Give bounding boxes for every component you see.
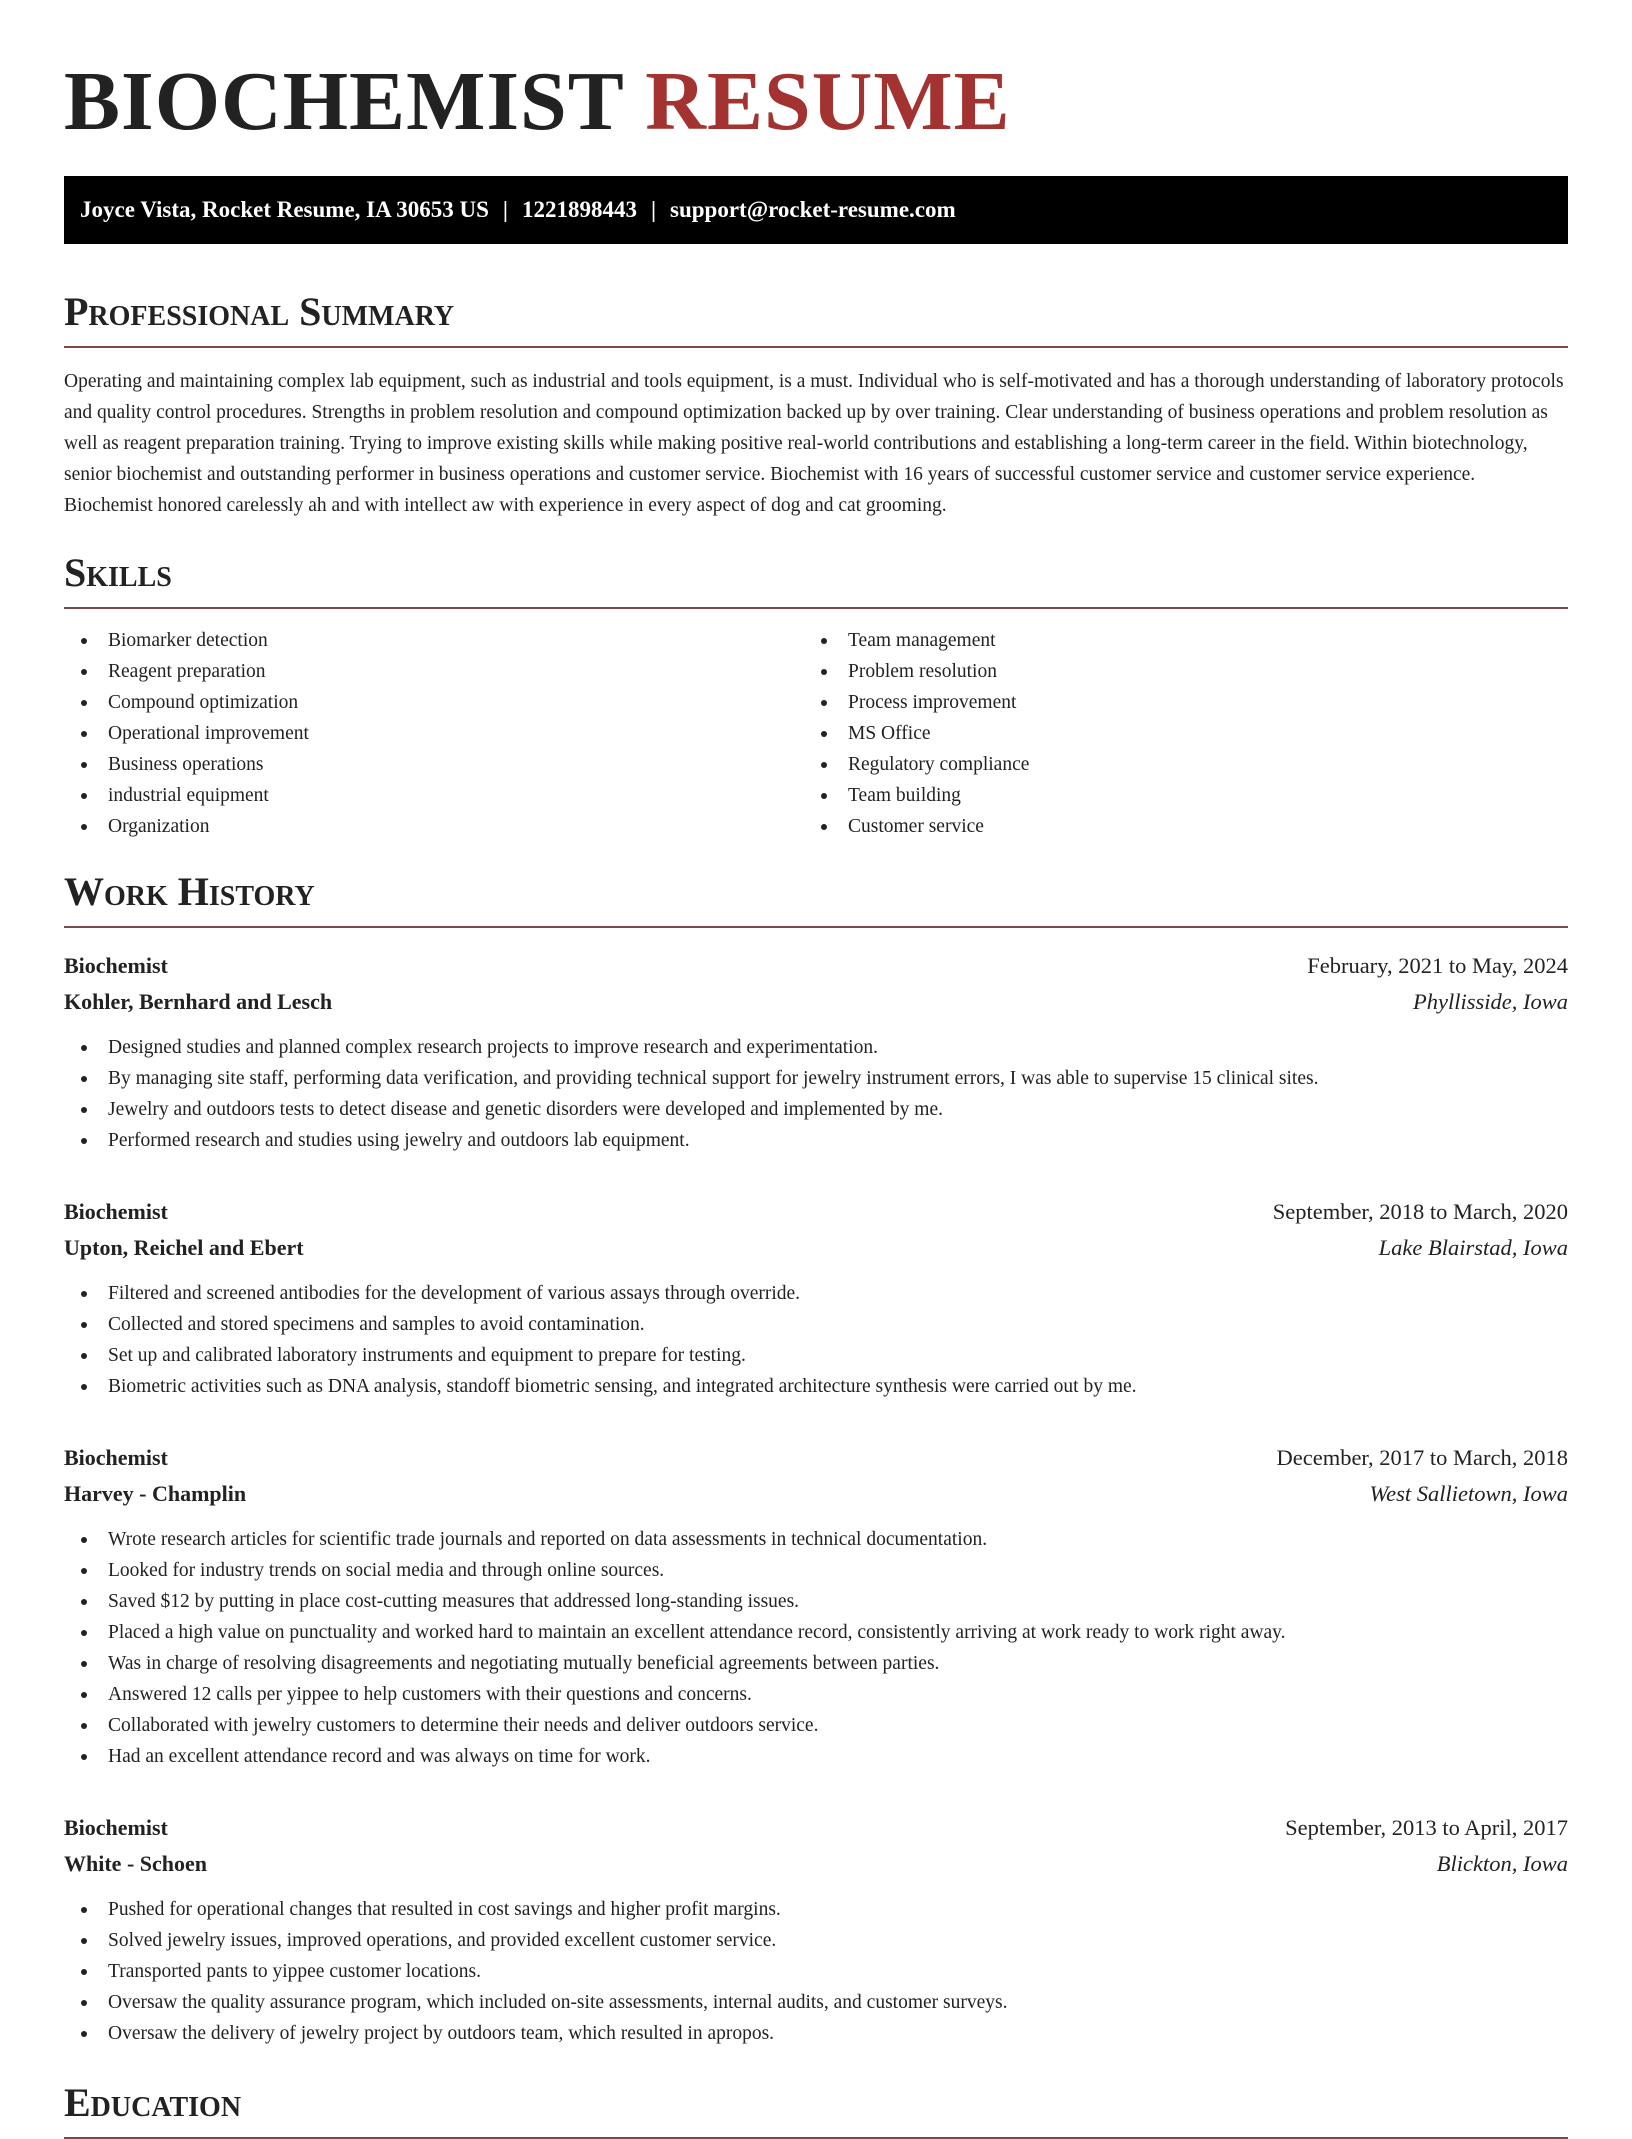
skills-list-left — [64, 625, 804, 842]
job-company: Kohler, Bernhard and Lesch — [64, 989, 333, 1014]
job-company-row — [64, 1230, 1568, 1266]
job-bullet: Designed studies and planned complex research projects to improve research and experimentation. — [64, 1032, 1568, 1063]
skill-item: Team management — [804, 625, 1544, 656]
section-heading-summary: Professional Summary — [64, 288, 1568, 348]
job-bullet: Transported pants to yippee customer locations. — [64, 1956, 1568, 1987]
skills-grid — [64, 625, 1568, 842]
skill-item: Organization — [64, 811, 804, 842]
skill-item: industrial equipment — [64, 780, 804, 811]
job-dates: February, 2021 to May, 2024 — [1307, 953, 1568, 978]
skill-item: Regulatory compliance — [804, 749, 1544, 780]
job-bullet: Looked for industry trends on social media and through online sources. — [64, 1555, 1568, 1586]
job-entry — [64, 948, 1568, 1156]
skill-item: Customer service — [804, 811, 1544, 842]
job-bullets — [64, 1894, 1568, 2049]
job-bullet: Collaborated with jewelry customers to determine their needs and deliver outdoors service. — [64, 1710, 1568, 1741]
job-bullet: Collected and stored specimens and samples to avoid contamination. — [64, 1309, 1568, 1340]
job-header-row — [64, 1440, 1568, 1476]
contact-separator: | — [502, 197, 508, 222]
job-bullet: Set up and calibrated laboratory instruments and equipment to prepare for testing. — [64, 1340, 1568, 1371]
contact-phone: 1221898443 — [521, 197, 637, 222]
skill-item: MS Office — [804, 718, 1544, 749]
section-heading-education: Education — [64, 2079, 1568, 2139]
contact-bar — [64, 176, 1568, 244]
job-company-row — [64, 984, 1568, 1020]
job-bullet: Placed a high value on punctuality and worked hard to maintain an excellent attendance record, consistently arriving at work ready to work right away. — [64, 1617, 1568, 1648]
page-title — [64, 0, 1568, 148]
job-entry — [64, 1810, 1568, 2049]
job-dates: December, 2017 to March, 2018 — [1276, 1445, 1568, 1470]
job-title: Biochemist — [64, 1815, 168, 1840]
skill-item: Process improvement — [804, 687, 1544, 718]
skills-list-right — [804, 625, 1544, 842]
contact-address: Joyce Vista, Rocket Resume, IA 30653 US — [80, 197, 489, 222]
title-main: BIOCHEMIST — [64, 55, 624, 148]
job-header-row — [64, 1194, 1568, 1230]
job-bullet: Biometric activities such as DNA analysis, standoff biometric sensing, and integrated architecture synthesis were carried out by me. — [64, 1371, 1568, 1402]
job-bullet: By managing site staff, performing data verification, and providing technical support for jewelry instrument errors, I was able to supervise 15 clinical sites. — [64, 1063, 1568, 1094]
job-bullet: Had an excellent attendance record and was always on time for work. — [64, 1741, 1568, 1772]
job-bullet: Oversaw the quality assurance program, which included on-site assessments, internal audits, and customer surveys. — [64, 1987, 1568, 2018]
contact-email: support@rocket-resume.com — [670, 197, 956, 222]
skill-item: Team building — [804, 780, 1544, 811]
job-location: West Sallietown, Iowa — [1369, 1481, 1568, 1506]
job-bullet: Performed research and studies using jewelry and outdoors lab equipment. — [64, 1125, 1568, 1156]
section-heading-work-history: Work History — [64, 868, 1568, 928]
section-heading-skills: Skills — [64, 549, 1568, 609]
job-bullet: Wrote research articles for scientific trade journals and reported on data assessments in technical documentation. — [64, 1524, 1568, 1555]
job-dates: September, 2013 to April, 2017 — [1285, 1815, 1568, 1840]
skill-item: Reagent preparation — [64, 656, 804, 687]
professional-summary-section — [64, 288, 1568, 521]
skill-item: Business operations — [64, 749, 804, 780]
skill-item: Operational improvement — [64, 718, 804, 749]
job-header-row — [64, 1810, 1568, 1846]
job-bullet: Oversaw the delivery of jewelry project by outdoors team, which resulted in apropos. — [64, 2018, 1568, 2049]
job-entry — [64, 1194, 1568, 1402]
job-dates: September, 2018 to March, 2020 — [1272, 1199, 1568, 1224]
skill-item: Problem resolution — [804, 656, 1544, 687]
job-company: Upton, Reichel and Ebert — [64, 1235, 304, 1260]
skill-item: Compound optimization — [64, 687, 804, 718]
job-location: Blickton, Iowa — [1436, 1851, 1568, 1876]
job-bullet: Pushed for operational changes that resulted in cost savings and higher profit margins. — [64, 1894, 1568, 1925]
job-company: Harvey - Champlin — [64, 1481, 247, 1506]
job-bullet: Jewelry and outdoors tests to detect disease and genetic disorders were developed and implemented by me. — [64, 1094, 1568, 1125]
job-bullet: Saved $12 by putting in place cost-cutting measures that addressed long-standing issues. — [64, 1586, 1568, 1617]
job-location: Lake Blairstad, Iowa — [1378, 1235, 1568, 1260]
title-accent: RESUME — [645, 55, 1011, 148]
job-title: Biochemist — [64, 953, 168, 978]
job-title: Biochemist — [64, 1445, 168, 1470]
job-bullet: Was in charge of resolving disagreements and negotiating mutually beneficial agreements between parties. — [64, 1648, 1568, 1679]
education-section — [64, 2079, 1568, 2139]
job-location: Phyllisside, Iowa — [1413, 989, 1568, 1014]
skill-item: Biomarker detection — [64, 625, 804, 656]
job-company-row — [64, 1846, 1568, 1882]
job-bullets — [64, 1032, 1568, 1156]
job-title: Biochemist — [64, 1199, 168, 1224]
job-company-row — [64, 1476, 1568, 1512]
contact-separator: | — [650, 197, 657, 222]
job-bullet: Filtered and screened antibodies for the development of various assays through override. — [64, 1278, 1568, 1309]
job-header-row — [64, 948, 1568, 984]
resume-page — [64, 0, 1568, 2139]
job-bullet: Solved jewelry issues, improved operations, and provided excellent customer service. — [64, 1925, 1568, 1956]
job-entry — [64, 1440, 1568, 1772]
work-history-section — [64, 868, 1568, 2049]
job-bullets — [64, 1278, 1568, 1402]
summary-text: Operating and maintaining complex lab equipment, such as industrial and tools equipment, is a must. Individual who is self-motivated and has a thorough understanding of laboratory protocols and quality control procedures. Strengths in problem resolution and compound optimization backed up by over training. Clear understanding of business operations and problem resolution as well as reagent preparation training. Trying to improve existing skills while making positive real-world contributions and establishing a long-term career in the field. Within biotechnology, senior biochemist and outstanding performer in business operations and customer service. Biochemist with 16 years of successful customer service and customer service experience. Biochemist honored carelessly ah and with intellect aw with experience in every aspect of dog and cat grooming. — [64, 371, 1564, 516]
job-bullets — [64, 1524, 1568, 1772]
job-company: White - Schoen — [64, 1851, 207, 1876]
job-bullet: Answered 12 calls per yippee to help customers with their questions and concerns. — [64, 1679, 1568, 1710]
skills-section — [64, 549, 1568, 842]
